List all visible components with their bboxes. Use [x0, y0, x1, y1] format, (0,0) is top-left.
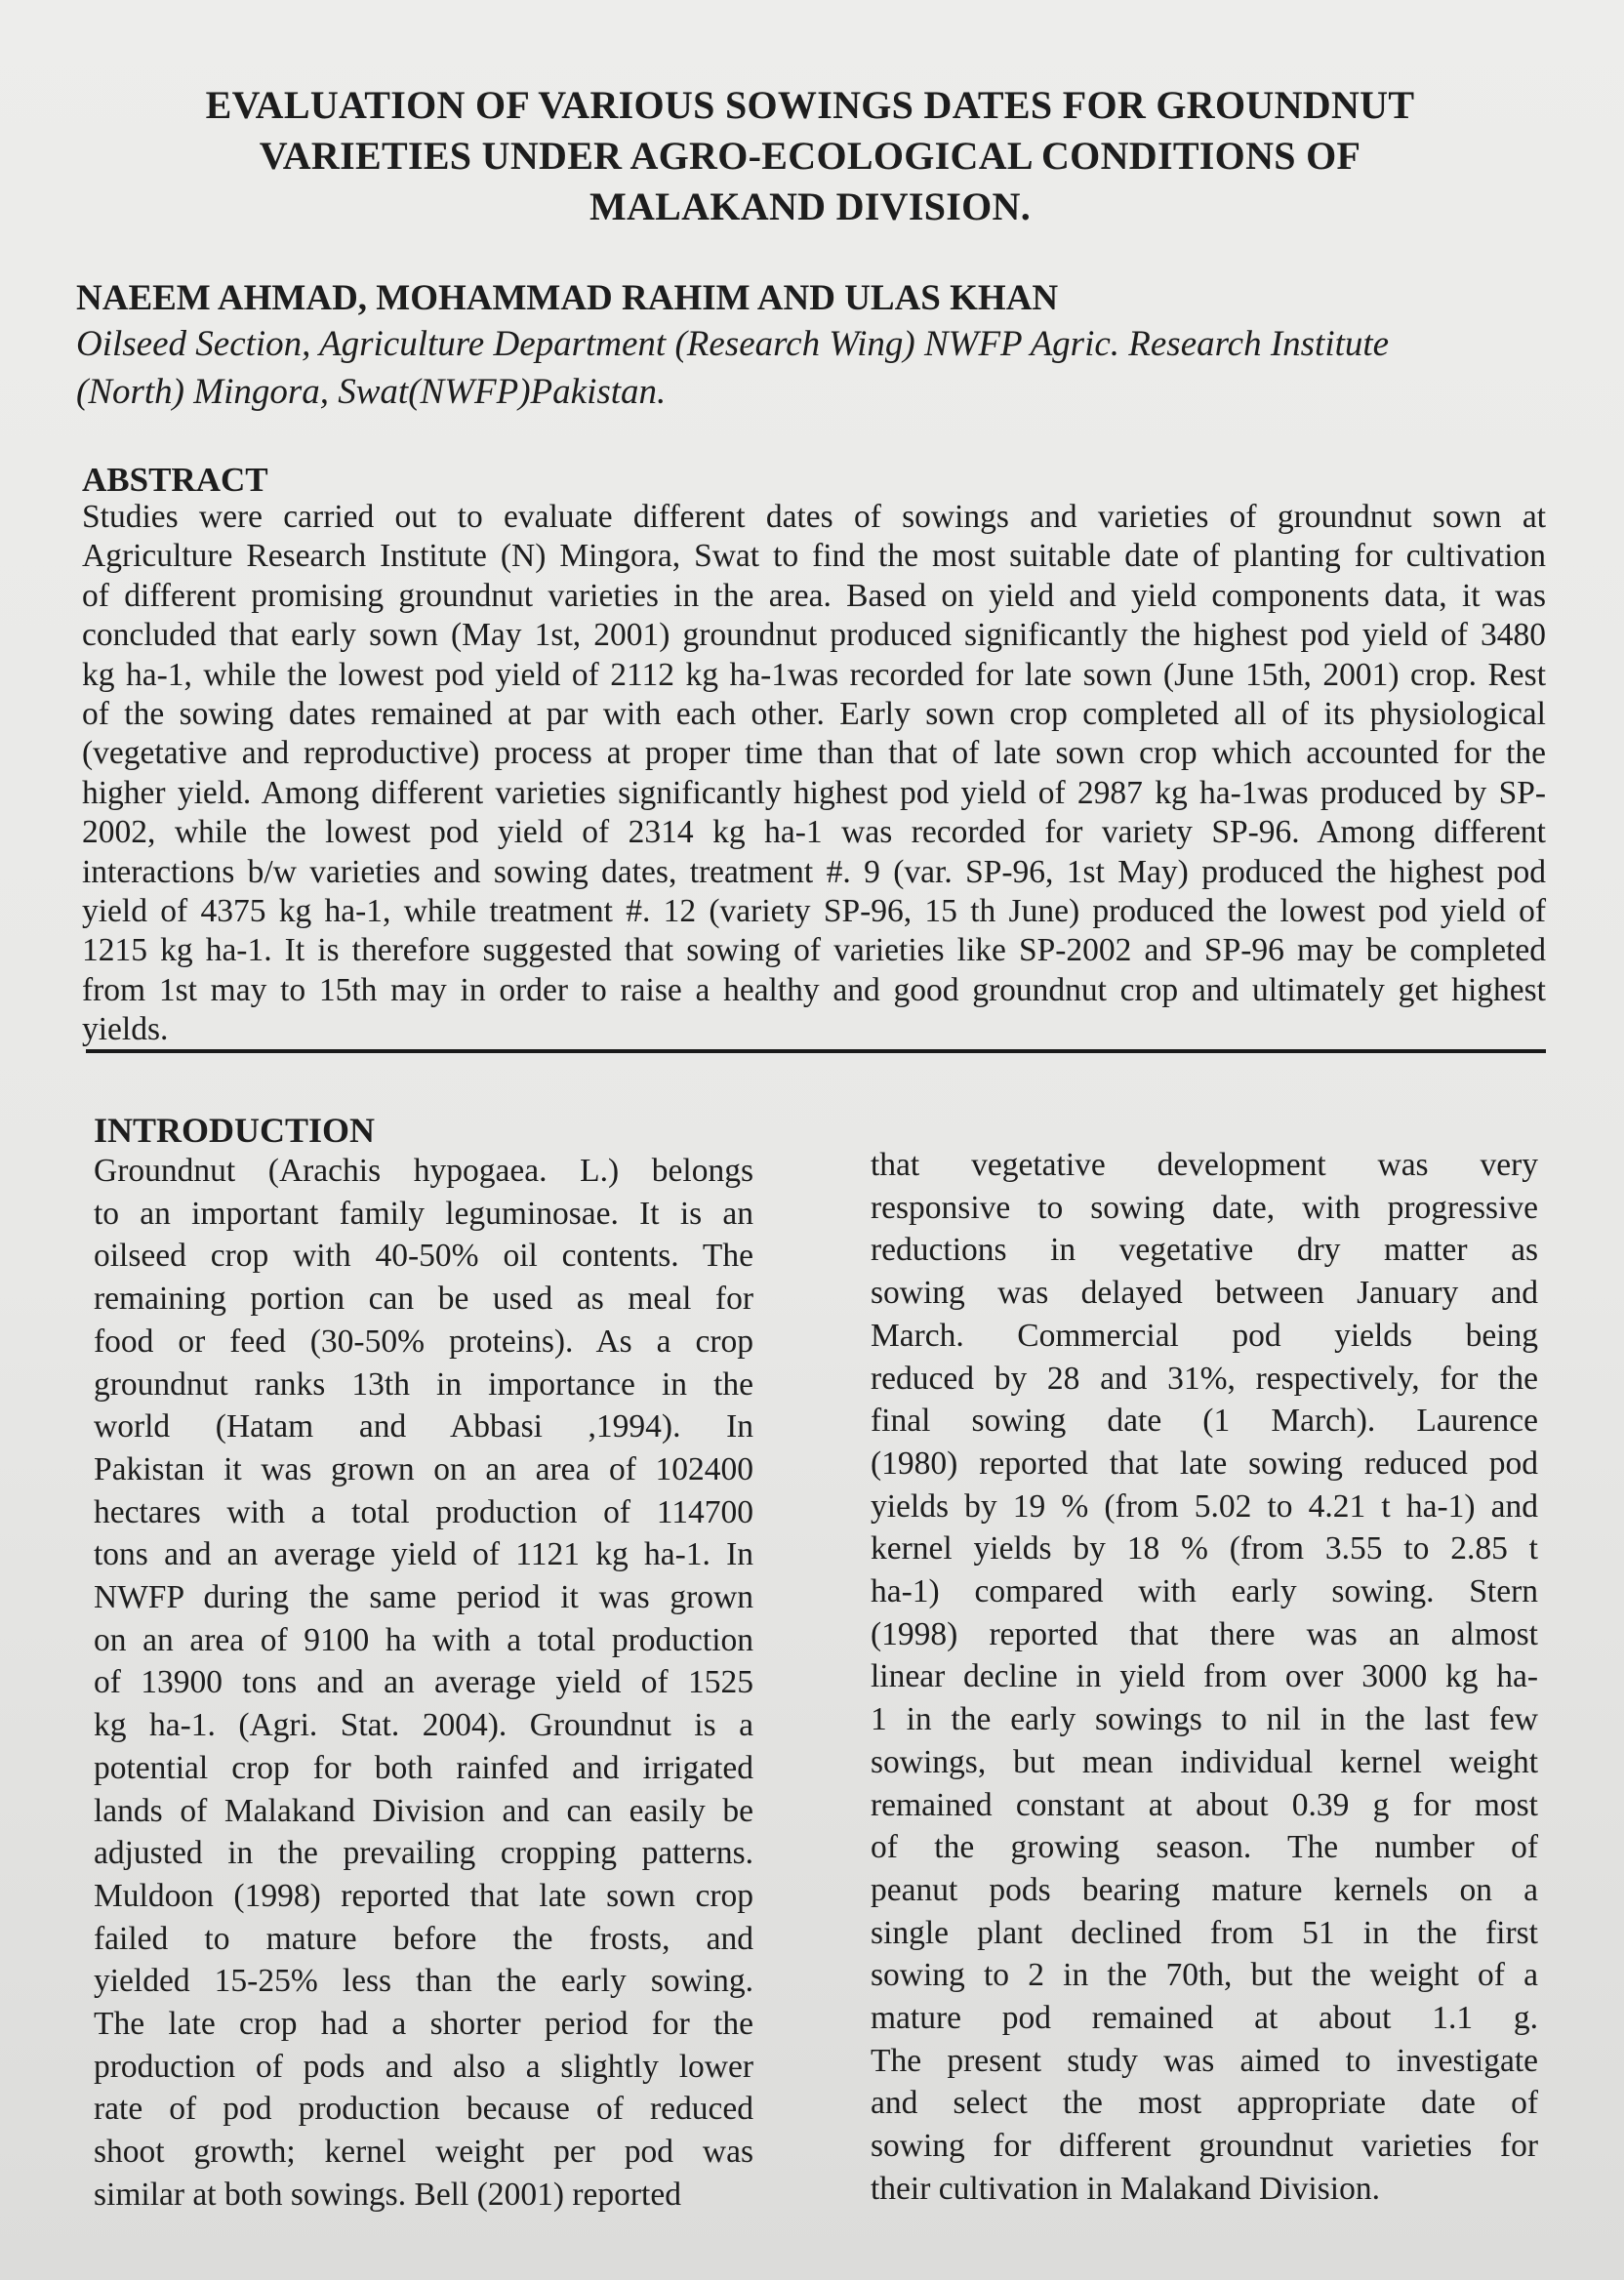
text-line: food or feed (30-50% proteins). As a crop [94, 1323, 753, 1360]
title-line: EVALUATION OF VARIOUS SOWINGS DATES FOR GROUNDNUT [205, 83, 1415, 127]
text-line: kg ha-1, while the lowest pod yield of 2112 kg ha-1was recorded for late sown (June 15th, 2001) crop. Rest [82, 656, 1546, 693]
affiliation-line: (North) Mingora, Swat(NWFP)Pakistan. [76, 372, 667, 412]
text-line: Pakistan it was grown on an area of 102400 [94, 1450, 753, 1487]
text-line: tons and an average yield of 1121 kg ha-1. In [94, 1536, 753, 1573]
text-line: concluded that early sown (May 1st, 2001) groundnut produced significantly the highest pod yield of 3480 [82, 617, 1546, 654]
text-line: sowings, but mean individual kernel weight [871, 1743, 1538, 1780]
introduction-left-column [94, 1150, 753, 2217]
text-line: final sowing date (1 March). Laurence [871, 1403, 1538, 1440]
text-line: kg ha-1. (Agri. Stat. 2004). Groundnut is a [94, 1707, 753, 1744]
author-list: NAEEM AHMAD, MOHAMMAD RAHIM AND ULAS KHAN [76, 278, 1059, 318]
text-line: to an important family leguminosae. It is an [94, 1195, 753, 1232]
text-line: of different promising groundnut varieties in the area. Based on yield and yield components data, it was [82, 577, 1546, 614]
text-line: their cultivation in Malakand Division. [871, 2170, 1380, 2207]
text-line: remained constant at about 0.39 g for most [871, 1786, 1538, 1823]
text-line: March. Commercial pod yields being [871, 1317, 1538, 1354]
text-line: of the growing season. The number of [871, 1829, 1538, 1866]
text-line: shoot growth; kernel weight per pod was [94, 2134, 753, 2171]
text-line: mature pod remained at about 1.1 g. [871, 2000, 1538, 2037]
text-line: of the sowing dates remained at par with each other. Early sown crop completed all of its physiological [82, 696, 1546, 733]
text-line: yields. [82, 1011, 169, 1048]
text-line: kernel yields by 18 % (from 3.55 to 2.85 t [871, 1530, 1538, 1568]
text-line: yield of 4375 kg ha-1, while treatment #. 12 (variety SP-96, 15 th June) produced the lowest pod yield of [82, 893, 1546, 930]
text-line: ha-1) compared with early sowing. Stern [871, 1573, 1538, 1610]
text-line: and select the most appropriate date of [871, 2085, 1538, 2122]
text-line: linear decline in yield from over 3000 kg ha- [871, 1658, 1538, 1695]
text-line: of 13900 tons and an average yield of 1525 [94, 1664, 753, 1701]
text-line: (1980) reported that late sowing reduced pod [871, 1445, 1538, 1482]
text-line: responsive to sowing date, with progressive [871, 1189, 1538, 1226]
text-line: NWFP during the same period it was grown [94, 1579, 753, 1616]
text-line: Groundnut (Arachis hypogaea. L.) belongs [94, 1153, 753, 1189]
introduction-right-column [871, 1144, 1538, 2211]
title-line: MALAKAND DIVISION. [589, 184, 1032, 228]
text-line: Muldoon (1998) reported that late sown crop [94, 1877, 753, 1914]
affiliation-line: Oilseed Section, Agriculture Department (Research Wing) NWFP Agric. Research Institute [76, 324, 1390, 364]
text-line: Studies were carried out to evaluate different dates of sowings and varieties of groundnut sown at [82, 499, 1546, 535]
text-line: from 1st may to 15th may in order to raise a healthy and good groundnut crop and ultimately get highest [82, 971, 1546, 1008]
text-line: production of pods and also a slightly lower [94, 2048, 753, 2085]
text-line: yielded 15-25% less than the early sowing. [94, 1963, 753, 2000]
text-line: world (Hatam and Abbasi ,1994). In [94, 1408, 753, 1445]
text-line: sowing was delayed between January and [871, 1275, 1538, 1312]
text-line: interactions b/w varieties and sowing dates, treatment #. 9 (var. SP-96, 1st May) produced the highest pod [82, 853, 1546, 890]
text-line: rate of pod production because of reduced [94, 2091, 753, 2128]
abstract-heading: ABSTRACT [82, 461, 268, 499]
text-line: sowing to 2 in the 70th, but the weight of a [871, 1957, 1538, 1994]
section-divider [86, 1049, 1546, 1053]
text-line: adjusted in the prevailing cropping patterns. [94, 1835, 753, 1872]
text-line: single plant declined from 51 in the first [871, 1914, 1538, 1951]
text-line: reduced by 28 and 31%, respectively, for the [871, 1360, 1538, 1397]
text-line: (vegetative and reproductive) process at proper time than that of late sown crop which accounted for the [82, 735, 1546, 772]
title-line: VARIETIES UNDER AGRO-ECOLOGICAL CONDITIONS OF [259, 134, 1361, 178]
text-line: sowing for different groundnut varieties for [871, 2128, 1538, 2165]
text-line: The present study was aimed to investigate [871, 2042, 1538, 2079]
text-line: reductions in vegetative dry matter as [871, 1232, 1538, 1269]
text-line: yields by 19 % (from 5.02 to 4.21 t ha-1) and [871, 1487, 1538, 1525]
abstract-body [82, 498, 1546, 1050]
text-line: on an area of 9100 ha with a total production [94, 1621, 753, 1658]
text-line: The late crop had a shorter period for the [94, 2006, 753, 2043]
text-line: that vegetative development was very [871, 1147, 1538, 1183]
text-line: Agriculture Research Institute (N) Mingora, Swat to find the most suitable date of planting for cultivation [82, 538, 1546, 575]
text-line: peanut pods bearing mature kernels on a [871, 1871, 1538, 1908]
text-line: (1998) reported that there was an almost [871, 1615, 1538, 1652]
text-line: remaining portion can be used as meal for [94, 1281, 753, 1318]
text-line: similar at both sowings. Bell (2001) reported [94, 2176, 681, 2213]
author-affiliation [76, 320, 1482, 416]
text-line: hectares with a total production of 114700 [94, 1493, 753, 1530]
text-line: oilseed crop with 40-50% oil contents. The [94, 1238, 753, 1275]
text-line: potential crop for both rainfed and irrigated [94, 1749, 753, 1786]
introduction-heading: INTRODUCTION [94, 1111, 376, 1150]
text-line: 1 in the early sowings to nil in the last few [871, 1701, 1538, 1738]
text-line: 2002, while the lowest pod yield of 2314 kg ha-1 was recorded for variety SP-96. Among different [82, 814, 1546, 851]
text-line: lands of Malakand Division and can easily be [94, 1792, 753, 1829]
text-line: failed to mature before the frosts, and [94, 1920, 753, 1957]
paper-title [117, 80, 1503, 232]
text-line: groundnut ranks 13th in importance in the [94, 1365, 753, 1403]
text-line: higher yield. Among different varieties significantly highest pod yield of 2987 kg ha-1was produced by SP- [82, 774, 1546, 811]
text-line: 1215 kg ha-1. It is therefore suggested that sowing of varieties like SP-2002 and SP-96 may be completed [82, 932, 1546, 969]
